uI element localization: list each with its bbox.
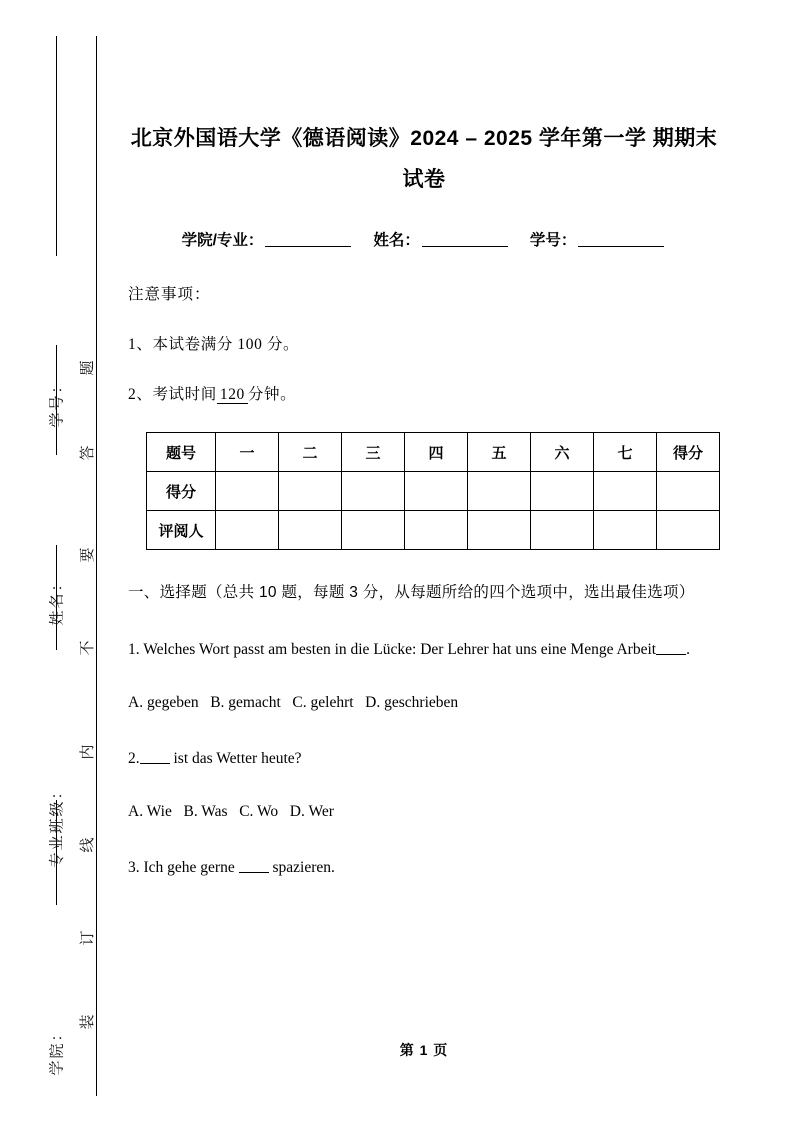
notice-item-1: 1、本试卷满分 100 分。 bbox=[128, 336, 300, 353]
margin-label-major-class: 专业班级： bbox=[49, 782, 66, 868]
score-table-cell[interactable] bbox=[531, 511, 594, 550]
score-table-cell[interactable] bbox=[531, 472, 594, 511]
notice-item-2 bbox=[128, 354, 720, 404]
exam-duration-value: 120 bbox=[217, 386, 248, 404]
question-1-text: 1. Welches Wort passt am besten in die Lücke: Der Lehrer hat uns eine Menge Arbeit bbox=[128, 641, 657, 658]
college-major-label: 学院/专业： bbox=[181, 232, 264, 249]
score-table-cell[interactable] bbox=[216, 511, 279, 550]
question-1 bbox=[128, 609, 720, 666]
margin-label-student-id: 学号： bbox=[49, 376, 66, 428]
name-input[interactable] bbox=[422, 246, 508, 247]
score-table-cell[interactable] bbox=[279, 472, 342, 511]
notice-item-2-suffix: 分钟。 bbox=[247, 386, 297, 403]
margin-label-name: 姓名： bbox=[49, 574, 66, 626]
college-major-input[interactable] bbox=[265, 246, 351, 247]
name-label: 姓名： bbox=[373, 232, 420, 249]
student-info-row bbox=[128, 228, 720, 250]
section-heading-1: 一、选择题（总共 10 题，每题 3 分，从每题所给的四个选项中，选出最佳选项） bbox=[128, 584, 695, 601]
score-table-cell: 七 bbox=[594, 433, 657, 472]
score-table-row-header: 得分 bbox=[147, 472, 216, 511]
score-table-cell: 一 bbox=[216, 433, 279, 472]
margin-char-5: 内 bbox=[80, 744, 96, 760]
student-id-input[interactable] bbox=[578, 246, 664, 247]
margin-char-7: 订 bbox=[80, 930, 96, 946]
question-1-text-after: . bbox=[686, 641, 690, 658]
score-table-cell[interactable] bbox=[279, 511, 342, 550]
question-3 bbox=[128, 827, 720, 884]
table-row bbox=[147, 511, 720, 550]
score-table-row-header: 题号 bbox=[147, 433, 216, 472]
score-table-row-header: 评阅人 bbox=[147, 511, 216, 550]
table-row bbox=[147, 433, 720, 472]
margin-char-6: 线 bbox=[80, 837, 96, 853]
page-number-footer: 第 1 页 bbox=[399, 1042, 449, 1058]
margin-char-2: 答 bbox=[80, 445, 96, 461]
question-1-options[interactable]: A. gegeben B. gemacht C. gelehrt D. geschrieben bbox=[128, 694, 459, 711]
page-title-line1: 北京外国语大学《德语阅读》2024 – 2025 学年第一学 bbox=[130, 127, 647, 150]
page-title bbox=[128, 0, 720, 200]
score-table-cell[interactable] bbox=[594, 472, 657, 511]
question-1-blank bbox=[656, 654, 686, 655]
score-table-cell[interactable] bbox=[405, 511, 468, 550]
score-table-cell: 三 bbox=[342, 433, 405, 472]
margin-label-college: 学院： bbox=[49, 1024, 66, 1076]
score-table-cell[interactable] bbox=[342, 472, 405, 511]
question-2-blank bbox=[140, 763, 170, 764]
score-table-cell[interactable] bbox=[657, 511, 720, 550]
notice-item-2-prefix: 2、考试时间 bbox=[128, 386, 217, 403]
margin-char-8: 装 bbox=[80, 1014, 96, 1030]
question-3-text: 3. Ich gehe gerne bbox=[128, 859, 235, 876]
table-row bbox=[147, 472, 720, 511]
score-table-cell[interactable] bbox=[594, 511, 657, 550]
score-table-cell: 五 bbox=[468, 433, 531, 472]
margin-char-3: 要 bbox=[80, 547, 96, 563]
margin-char-4: 不 bbox=[80, 640, 96, 656]
question-2-text: 2. bbox=[128, 750, 140, 767]
binding-margin bbox=[0, 0, 118, 1122]
score-table-cell[interactable] bbox=[468, 472, 531, 511]
question-2-options[interactable]: A. Wie B. Was C. Wo D. Wer bbox=[128, 803, 334, 820]
score-table-cell[interactable] bbox=[405, 472, 468, 511]
score-table-cell[interactable] bbox=[216, 472, 279, 511]
student-id-label: 学号： bbox=[529, 232, 577, 249]
score-table-cell: 得分 bbox=[657, 433, 720, 472]
score-table-cell: 四 bbox=[405, 433, 468, 472]
question-3-text-after: spazieren. bbox=[272, 859, 335, 876]
margin-char-1: 题 bbox=[80, 360, 96, 376]
score-table-cell[interactable] bbox=[657, 472, 720, 511]
notice-heading: 注意事项： bbox=[128, 286, 211, 303]
question-2-text-after: ist das Wetter heute? bbox=[173, 750, 302, 767]
score-table bbox=[146, 432, 720, 550]
margin-rule-segment-1 bbox=[56, 36, 57, 256]
score-table-cell: 六 bbox=[531, 433, 594, 472]
question-3-blank bbox=[239, 872, 269, 873]
score-table-cell[interactable] bbox=[468, 511, 531, 550]
score-table-cell[interactable] bbox=[342, 511, 405, 550]
document-body bbox=[128, 0, 720, 884]
question-2 bbox=[128, 718, 720, 775]
score-table-cell: 二 bbox=[279, 433, 342, 472]
page-title-line2: 期期末试卷 bbox=[402, 127, 718, 191]
